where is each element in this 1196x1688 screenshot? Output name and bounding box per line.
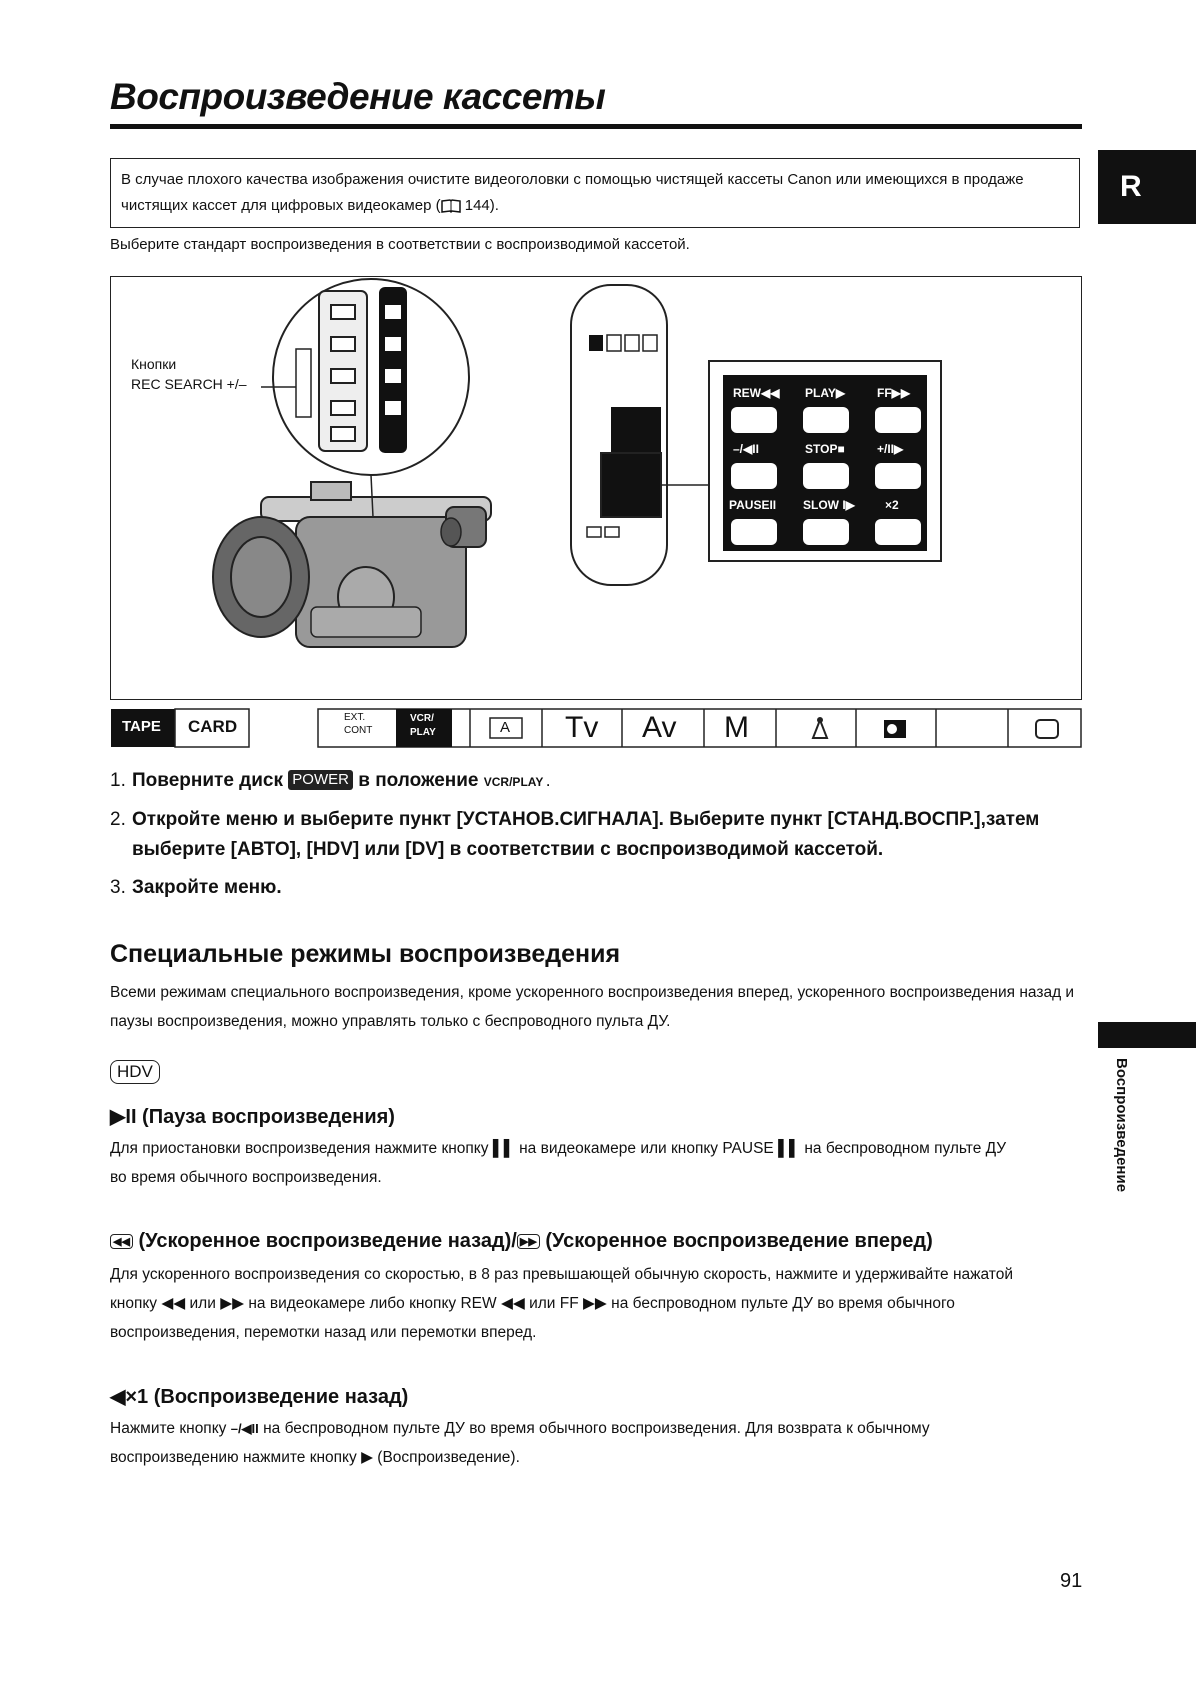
illustration-frame	[110, 276, 1082, 700]
fast-text: Для ускоренного воспроизведения со скоростью, в 8 раз превышающей обычную скорость, нажмите и удерживайте нажатой кнопку ◀◀ или ▶▶ на видеокамере либо кнопку REW ◀◀ или FF ▶▶ на беспроводном пульте ДУ во время обычного воспроизведения, перемотки назад или перемотки вперед.	[110, 1266, 1014, 1341]
mode-tape: TAPE	[122, 718, 161, 735]
callout-label-1: Кнопки	[131, 356, 177, 372]
mode-ext-cont: EXT. CONT	[344, 712, 373, 736]
note-ref: 144).	[460, 197, 499, 214]
mode-card: CARD	[188, 717, 238, 736]
callout-label-2: REC SEARCH +/–	[131, 376, 247, 392]
section-heading: Специальные режимы воспроизведения	[110, 940, 621, 968]
mode-av: Av	[642, 711, 677, 744]
camcorder-drawing	[213, 482, 491, 647]
note-box	[110, 158, 1080, 228]
pause-heading: ▶II (Пауза воспроизведения)	[110, 1106, 395, 1128]
title-rule	[110, 124, 1082, 129]
reverse-text: Нажмите кнопку –/◀II на беспроводном пульте ДУ во время обычного воспроизведения. Для возврата к обычному воспроизведению нажмите кнопку ▶ (Воспроизведение).	[110, 1420, 930, 1466]
remote-label-stop: STOP■	[805, 442, 845, 456]
side-index-label: Воспроизведение	[1113, 1058, 1130, 1193]
pause-bars-icon: ▌▌	[492, 1140, 515, 1157]
mode-tv: Tv	[565, 711, 599, 744]
play-icon: ▶	[361, 1449, 373, 1466]
night-mode-icon	[884, 720, 906, 738]
page-title: Воспроизведение кассеты	[110, 76, 606, 117]
mode-auto: A	[500, 719, 511, 736]
page-number: 91	[1060, 1570, 1083, 1592]
step-2: 2. Откройте меню и выберите пункт [УСТАНОВ.СИГНАЛА]. Выберите пункт [СТАНД.ВОСПР.],затем выберите [АВТО], [HDV] или [DV] в соответствии с воспроизводимой кассетой.	[110, 809, 1040, 860]
mode-manual: M	[724, 711, 749, 744]
pause-bars-icon-2: ▌▌	[778, 1140, 801, 1157]
remote-label-ff: FF▶▶	[877, 386, 911, 400]
rewind-icon-2: ◀◀	[500, 1295, 525, 1312]
camera-remote-illustration	[111, 277, 1080, 698]
remote-label-play: PLAY▶	[805, 386, 846, 400]
step-3: 3. Закройте меню.	[110, 877, 282, 898]
book-icon	[441, 198, 461, 214]
remote-label-pause: PAUSEII	[729, 498, 777, 512]
fastforward-box-icon: ▶▶	[517, 1234, 540, 1249]
remote-label-forward: +/II▶	[877, 442, 904, 456]
section-intro: Всеми режимам специального воспроизведения, кроме ускоренного воспроизведения вперед, ускоренного воспроизведения назад и паузы воспроизведения, можно управлять только с беспроводного пульта ДУ.	[110, 984, 1075, 1030]
remote-drawing	[571, 285, 941, 585]
rewind-box-icon: ◀◀	[110, 1234, 133, 1249]
side-index-bar	[1098, 1022, 1196, 1048]
chapter-tab: R	[1098, 150, 1196, 224]
note-text: В случае плохого качества изображения очистите видеоголовки с помощью чистящей кассеты Canon или имеющихся в продаже чистящих кассет для цифровых видеокамер (	[121, 171, 1024, 214]
mode-vcr-play: VCR/ PLAY	[410, 713, 436, 738]
remote-label-x2: ×2	[885, 498, 899, 512]
rewind-icon: ◀◀	[161, 1295, 186, 1312]
remote-label-reverse: –/◀II	[733, 442, 759, 456]
fastforward-icon: ▶▶	[220, 1295, 245, 1312]
remote-label-rew: REW◀◀	[733, 386, 780, 400]
reverse-heading: ◀×1 (Воспроизведение назад)	[110, 1386, 409, 1408]
mode-bar	[110, 708, 1082, 748]
intro-text: Выберите стандарт воспроизведения в соответствии с воспроизводимой кассетой.	[110, 236, 690, 253]
steps-list	[110, 766, 1080, 911]
power-dial-chip: POWER	[288, 770, 353, 790]
pause-text: Для приостановки воспроизведения нажмите кнопку ▌▌ на видеокамере или кнопку PAUSE ▌▌ на беспроводном пульте ДУ во время обычного воспроизведения.	[110, 1140, 1007, 1186]
fast-heading: ◀◀ (Ускоренное воспроизведение назад)/ ▶▶ (Ускоренное воспроизведение вперед)	[110, 1230, 933, 1253]
step-1: 1. Поверните диск POWER в положение VCR/PLAY .	[110, 770, 550, 791]
fastforward-icon-2: ▶▶	[583, 1295, 607, 1312]
remote-label-slow: SLOW I▶	[803, 498, 855, 512]
hdv-badge: HDV	[110, 1060, 160, 1084]
